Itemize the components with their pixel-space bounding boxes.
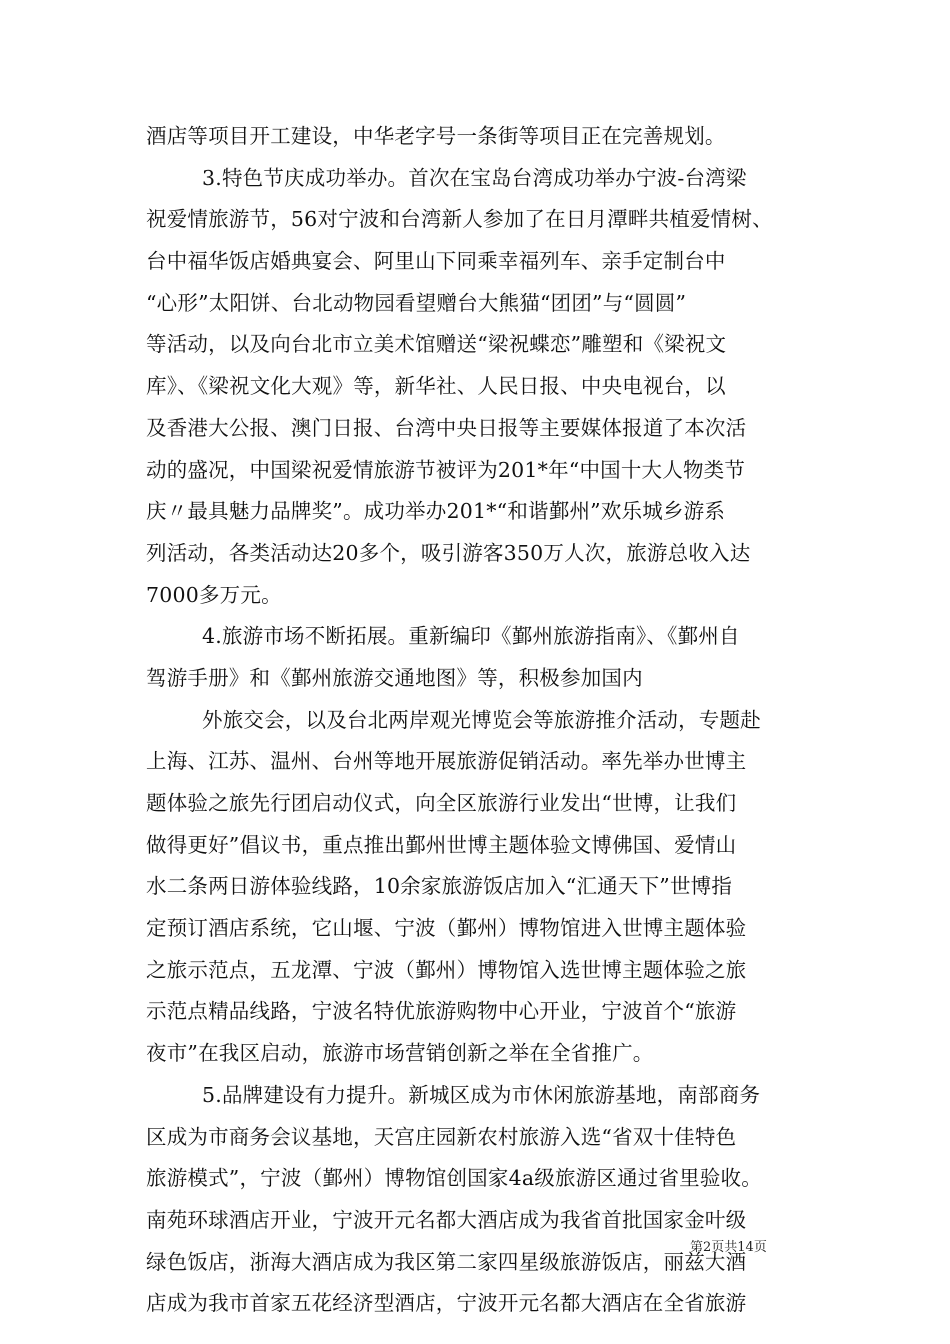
text-line: 5.品牌建设有力提升。新城区成为市休闲旅游基地，南部商务: [202, 1082, 761, 1107]
text-line: 祝爱情旅游节，56对宁波和台湾新人参加了在日月潭畔共植爱情树、: [146, 207, 773, 232]
text-line: 店成为我市首家五花经济型酒店，宁波开元名都大酒店在全省旅游: [146, 1291, 747, 1316]
text-line: 列活动，各类活动达20多个，吸引游客350万人次，旅游总收入达: [146, 540, 751, 565]
text-line: 台中福华饭店婚典宴会、阿里山下同乘幸福列车、亲手定制台中: [146, 249, 726, 274]
text-line: 旅游模式”，宁波（鄞州）博物馆创国家4a级旅游区通过省里验收。: [146, 1166, 762, 1191]
document-body: [146, 116, 808, 1325]
text-line: 3.特色节庆成功举办。首次在宝岛台湾成功举办宁波-台湾梁: [202, 165, 747, 190]
text-line: 做得更好”倡议书，重点推出鄞州世博主题体验文博佛国、爱情山: [146, 832, 737, 857]
text-line: 南苑环球酒店开业，宁波开元名都大酒店成为我省首批国家金叶级: [146, 1207, 747, 1232]
text-line: 上海、江苏、温州、台州等地开展旅游促销活动。率先举办世博主: [146, 749, 747, 774]
text-line: 4.旅游市场不断拓展。重新编印《鄞州旅游指南》、《鄞州自: [202, 624, 740, 649]
text-line: 水二条两日游体验线路，10余家旅游饭店加入“汇通天下”世博指: [146, 874, 733, 899]
text-line: 等活动，以及向台北市立美术馆赠送“梁祝蝶恋”雕塑和《梁祝文: [146, 332, 727, 357]
text-line: 酒店等项目开工建设，中华老字号一条街等项目正在完善规划。: [146, 124, 726, 148]
text-line: 外旅交会，以及台北两岸观光博览会等旅游推介活动，专题赴: [202, 707, 761, 732]
text-line: 之旅示范点，五龙潭、宁波（鄞州）博物馆入选世博主题体验之旅: [146, 957, 747, 982]
text-line: 库》、《梁祝文化大观》等，新华社、人民日报、中央电视台，以: [146, 374, 726, 399]
text-line: 示范点精品线路，宁波名特优旅游购物中心开业，宁波首个“旅游: [146, 999, 737, 1024]
text-line: “心形”太阳饼、台北动物园看望赠台大熊猫“团团”与“圆圆”: [146, 290, 687, 315]
text-line: 动的盛况，中国梁祝爱情旅游节被评为201*年“中国十大人物类节: [146, 457, 746, 482]
text-line: 驾游手册》和《鄞州旅游交通地图》等，积极参加国内: [146, 665, 643, 690]
text-line: 区成为市商务会议基地，天宫庄园新农村旅游入选“省双十佳特色: [146, 1124, 737, 1149]
text-line: 绿色饭店，浙海大酒店成为我区第二家四星级旅游饭店，丽兹大酒: [146, 1249, 747, 1274]
text-line: 7000多万元。: [146, 582, 282, 607]
text-line: 及香港大公报、澳门日报、台湾中央日报等主要媒体报道了本次活: [146, 415, 747, 440]
page-number-footer: 第2页共14页: [690, 1240, 767, 1255]
text-line: 夜市”在我区启动，旅游市场营销创新之举在全省推广。: [146, 1041, 654, 1066]
text-line: 定预订酒店系统，它山堰、宁波（鄞州）博物馆进入世博主题体验: [146, 916, 747, 941]
text-line: 庆〃最具魅力品牌奖”。成功举办201*“和谐鄞州”欢乐城乡游系: [146, 499, 726, 524]
text-line: 题体验之旅先行团启动仪式，向全区旅游行业发出“世博，让我们: [146, 791, 737, 815]
